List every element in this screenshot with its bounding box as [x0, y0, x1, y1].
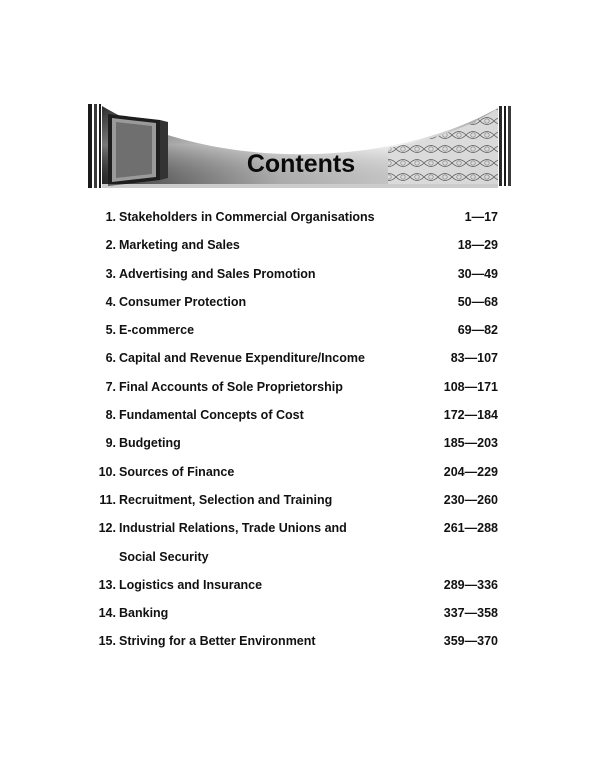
chapter-number: 10.: [98, 464, 116, 479]
page-range: 261—288: [443, 521, 498, 536]
page-range: 172—184: [443, 408, 498, 423]
toc-entry-6[interactable]: [92, 344, 500, 372]
page-range: 359—370: [443, 634, 498, 649]
chapter-number: 12.: [98, 521, 116, 536]
page-range: 30—49: [457, 266, 498, 281]
page-range: 18—29: [457, 238, 498, 253]
chapter-number: 7.: [105, 379, 116, 394]
toc-entry-8[interactable]: [92, 401, 500, 429]
chapter-title: E-commerce: [119, 323, 195, 338]
chapter-number: 1.: [105, 210, 116, 224]
page-range: 337—358: [443, 606, 498, 621]
toc-entry-11[interactable]: [92, 486, 500, 514]
page-range: 185—203: [443, 436, 498, 451]
page-title: Contents: [246, 150, 356, 178]
chapter-title: Marketing and Sales: [119, 238, 240, 253]
chapter-title: Capital and Revenue Expenditure/Income: [119, 351, 365, 366]
chapter-title: Social Security: [119, 549, 209, 564]
table-of-contents: [92, 203, 500, 656]
chapter-title: Stakeholders in Commercial Organisations: [119, 210, 375, 224]
chapter-title: Final Accounts of Sole Proprietorship: [119, 379, 343, 394]
chapter-title: Budgeting: [119, 436, 181, 451]
chapter-number: 2.: [105, 238, 116, 253]
chapter-title: Advertising and Sales Promotion: [119, 266, 316, 281]
chapter-number: 8.: [105, 408, 116, 423]
page-range: 289—336: [443, 577, 498, 592]
chapter-title: Recruitment, Selection and Training: [119, 492, 333, 507]
toc-entry-5[interactable]: [92, 316, 500, 344]
chapter-number: 3.: [105, 266, 116, 281]
toc-entry-9[interactable]: [92, 429, 500, 457]
chapter-number: 13.: [98, 577, 116, 592]
chapter-number: 15.: [98, 634, 116, 649]
toc-entry-14[interactable]: [92, 599, 500, 627]
chapter-number: 11.: [99, 492, 116, 507]
chapter-title: Logistics and Insurance: [119, 577, 263, 592]
chapter-number: 6.: [105, 351, 116, 366]
chapter-title: Banking: [119, 606, 169, 621]
chapter-number: 9.: [105, 436, 116, 451]
toc-entry-10[interactable]: [92, 458, 500, 486]
chapter-title: Sources of Finance: [119, 464, 235, 479]
toc-entry-1[interactable]: [92, 203, 500, 231]
page-range: 108—171: [443, 379, 498, 394]
toc-entry-2[interactable]: [92, 231, 500, 259]
toc-entry-12-continued[interactable]: [92, 543, 500, 571]
page-range: 50—68: [457, 294, 498, 309]
chapter-title: Striving for a Better Environment: [119, 634, 316, 649]
toc-entry-3[interactable]: [92, 260, 500, 288]
page-range: 83—107: [450, 351, 498, 366]
toc-entry-12[interactable]: [92, 514, 500, 542]
chapter-title: Fundamental Concepts of Cost: [119, 408, 304, 423]
page-range: 204—229: [443, 464, 498, 479]
toc-entry-13[interactable]: [92, 571, 500, 599]
page-range: 1—17: [464, 210, 498, 224]
toc-entry-4[interactable]: [92, 288, 500, 316]
chapter-title: Consumer Protection: [119, 294, 247, 309]
page-range: 230—260: [443, 492, 498, 507]
toc-entry-7[interactable]: [92, 373, 500, 401]
chapter-title: Industrial Relations, Trade Unions and: [119, 521, 347, 536]
toc-entry-15[interactable]: [92, 627, 500, 655]
chapter-number: 4.: [105, 294, 116, 309]
chapter-number: 5.: [105, 323, 116, 338]
chapter-number: 14.: [98, 606, 116, 621]
page-range: 69—82: [457, 323, 498, 338]
